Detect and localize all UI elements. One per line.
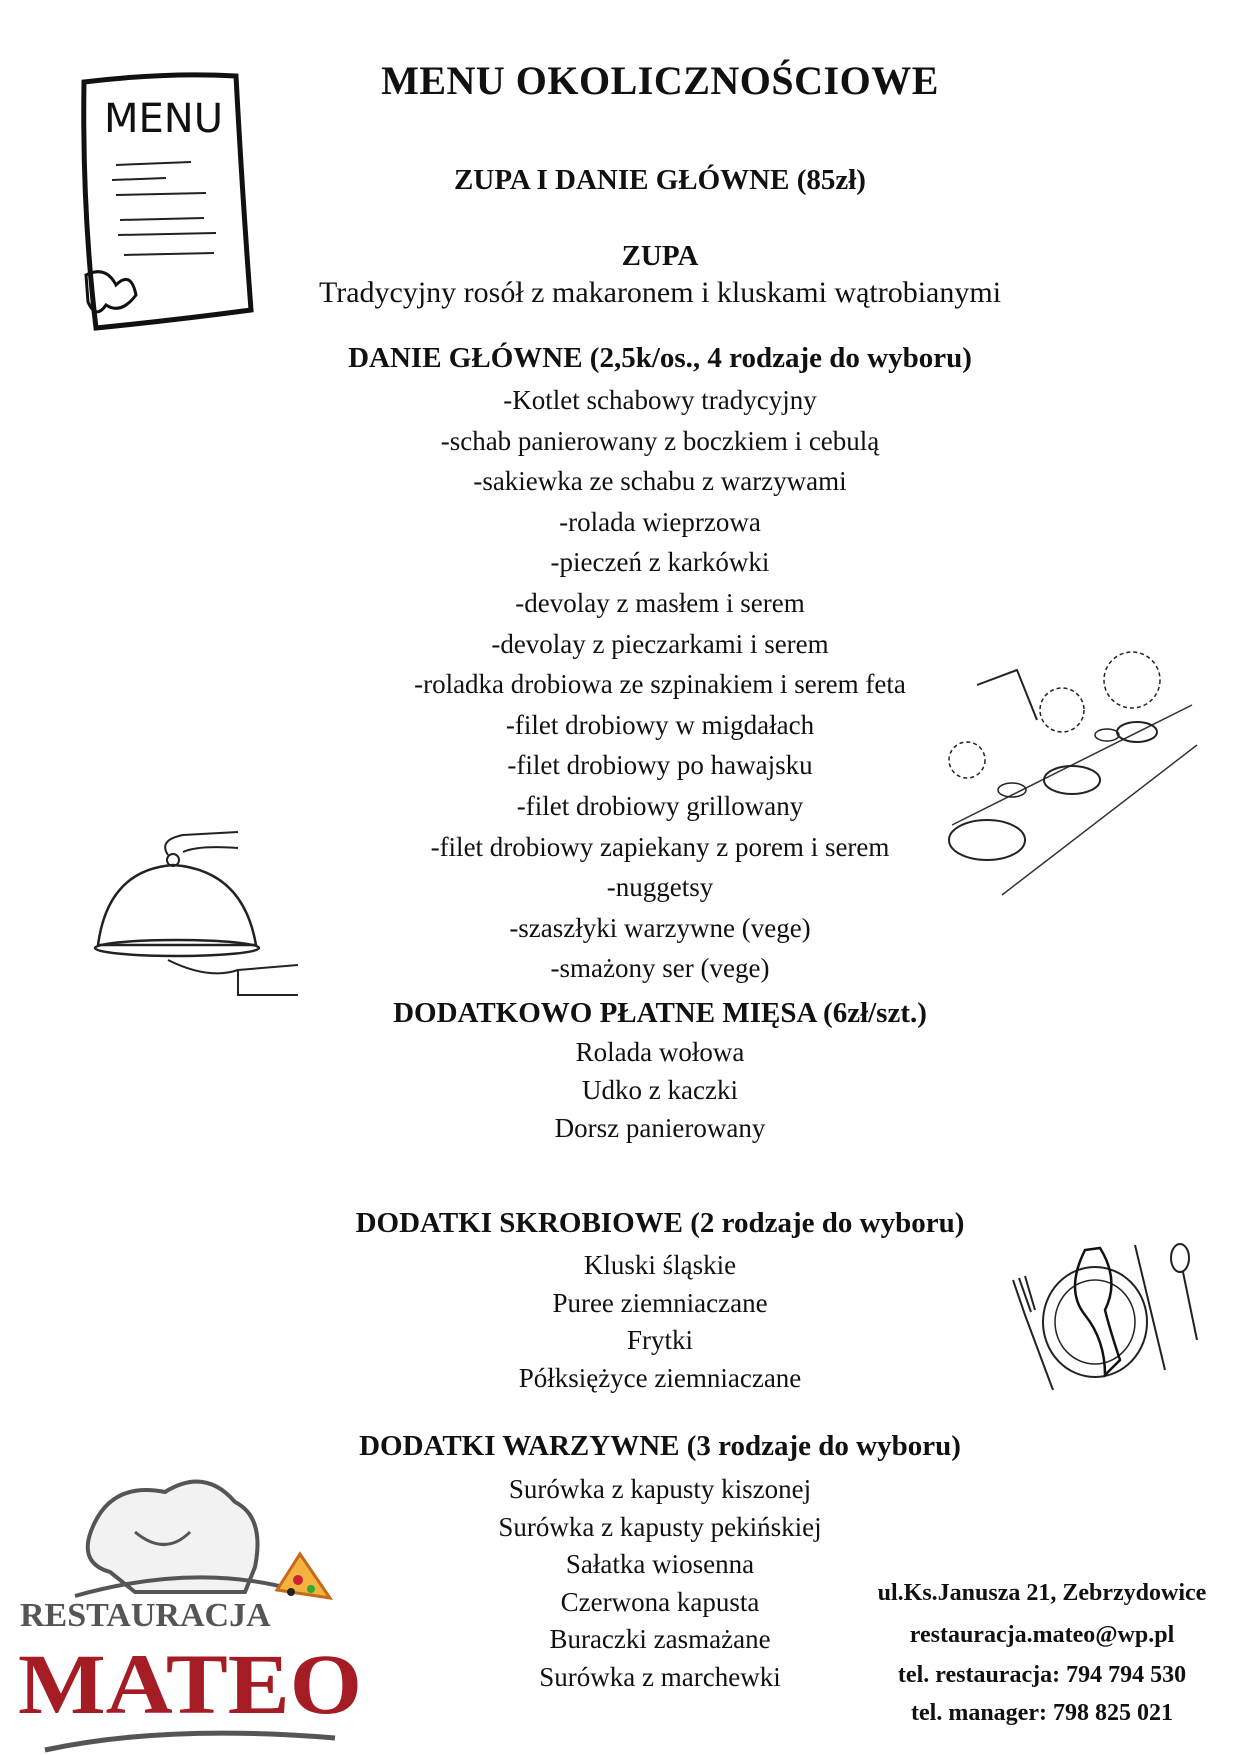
main-heading: DANIE GŁÓWNE (2,5k/os., 4 rodzaje do wyboru) — [348, 342, 972, 374]
veg-item: Sałatka wiosenna — [565, 1549, 755, 1579]
logo-line-mateo: MATEO — [18, 1636, 362, 1732]
main-course-item: -pieczeń z karkówki — [550, 547, 770, 578]
extra-meats-heading: DODATKOWO PŁATNE MIĘSA (6zł/szt.) — [393, 997, 927, 1029]
veg-item: Buraczki zasmażane — [549, 1624, 771, 1654]
main-course-item: -devolay z pieczarkami i serem — [491, 628, 829, 659]
set-heading: ZUPA I DANIE GŁÓWNE (85zł) — [454, 164, 866, 196]
address: ul.Ks.Janusza 21, Zebrzydowice — [877, 1580, 1207, 1606]
main-course-item: -schab panierowany z boczkiem i cebulą — [440, 425, 880, 456]
email[interactable]: restauracja.mateo@wp.pl — [909, 1622, 1175, 1648]
cloche-icon — [88, 830, 303, 1025]
veg-heading: DODATKI WARZYWNE (3 rodzaje do wyboru) — [359, 1430, 961, 1462]
logo-line-restauracja: RESTAURACJA — [20, 1597, 271, 1634]
main-course-item: -filet drobiowy po hawajsku — [507, 750, 813, 781]
main-course-item: -szaszłyki warzywne (vege) — [509, 912, 811, 943]
starch-heading: DODATKI SKROBIOWE (2 rodzaje do wyboru) — [355, 1207, 965, 1239]
phone-restaurant[interactable]: tel. restauracja: 794 794 530 — [897, 1662, 1187, 1688]
main-course-item: -smażony ser (vege) — [550, 953, 770, 984]
main-course-item: -devolay z masłem i serem — [515, 588, 805, 618]
veg-item: Czerwona kapusta — [560, 1586, 760, 1617]
phone-manager[interactable]: tel. manager: 798 825 021 — [911, 1700, 1173, 1726]
starch-item: Półksiężyce ziemniaczane — [518, 1362, 802, 1393]
extra-meat-item: Dorsz panierowany — [554, 1113, 766, 1143]
main-course-item: -roladka drobiowa ze szpinakiem i serem feta — [414, 669, 906, 700]
main-course-item: -filet drobiowy w migdałach — [505, 709, 815, 740]
soup-item: Tradycyjny rosół z makaronem i kluskami wątrobianymi — [318, 276, 1002, 309]
main-course-item: -filet drobiowy grillowany — [516, 791, 804, 821]
main-course-item: -rolada wieprzowa — [559, 506, 761, 537]
starch-item: Puree ziemniaczane — [552, 1287, 768, 1318]
main-course-item: -filet drobiowy zapiekany z porem i serem — [430, 831, 890, 862]
veg-item: Surówka z kapusty kiszonej — [508, 1474, 812, 1504]
svg-text:MENU: MENU — [104, 96, 223, 142]
soup-heading: ZUPA — [621, 240, 699, 272]
starch-item: Frytki — [626, 1325, 693, 1355]
main-course-item: -sakiewka ze schabu z warzywami — [473, 466, 847, 497]
main-course-item: -Kotlet schabowy tradycyjny — [503, 385, 817, 415]
starch-item: Kluski śląskie — [583, 1250, 737, 1280]
table-setting-icon — [942, 650, 1202, 902]
extra-meat-item: Udko z kaczki — [582, 1075, 738, 1105]
veg-item: Surówka z marchewki — [539, 1661, 781, 1692]
extra-meat-item: Rolada wołowa — [575, 1037, 745, 1067]
page-title: MENU OKOLICZNOŚCIOWE — [381, 58, 939, 103]
main-course-item: -nuggetsy — [606, 872, 714, 903]
plate-cutlery-icon — [1005, 1240, 1205, 1400]
veg-item: Surówka z kapusty pekińskiej — [498, 1511, 822, 1542]
